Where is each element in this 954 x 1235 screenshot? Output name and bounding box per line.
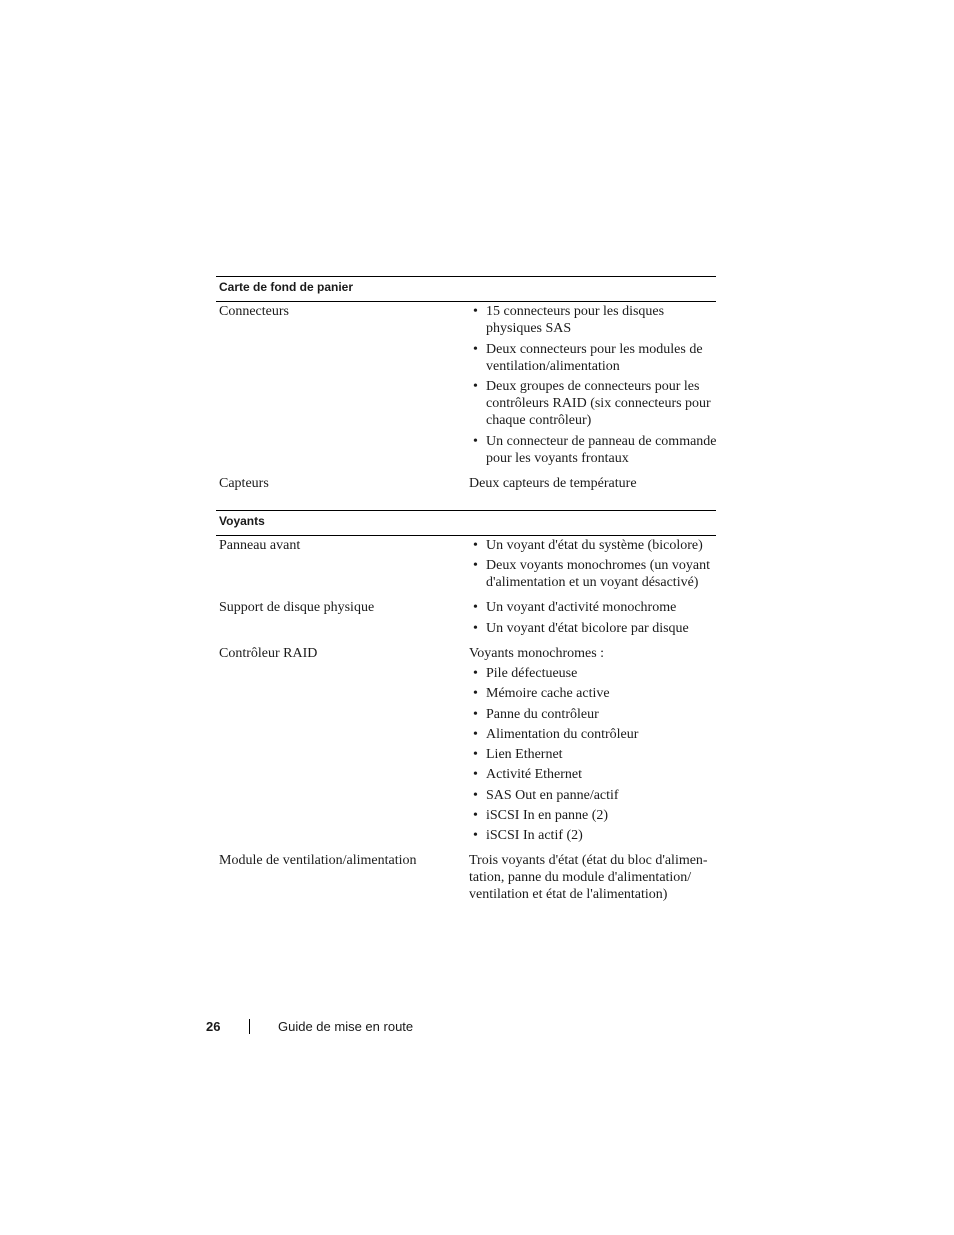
list-item	[473, 766, 721, 783]
bullet-icon: •	[473, 767, 478, 782]
list-item-text: 15 connecteurs pour les disques physiques SAS	[486, 304, 665, 336]
bullet-icon: •	[473, 707, 478, 722]
row-label-sensors: Capteurs	[219, 476, 269, 491]
list-item-text: SAS Out en panne/actif	[486, 788, 619, 803]
list-item-text: Un connecteur de panneau de commande pour les voyants frontaux	[486, 434, 717, 466]
bullet-icon: •	[473, 379, 478, 394]
bullet-icon: •	[473, 828, 478, 843]
section-header-rule	[216, 535, 716, 536]
footer-divider	[249, 1019, 250, 1034]
list-item	[473, 620, 721, 637]
list-item	[473, 726, 721, 743]
bullet-icon: •	[473, 621, 478, 636]
list-item	[473, 787, 721, 804]
bullet-icon: •	[473, 600, 478, 615]
list-item-text: Pile défectueuse	[486, 666, 578, 681]
list-item	[473, 827, 721, 844]
bullet-icon: •	[473, 342, 478, 357]
list-item	[473, 557, 721, 591]
list-item-text: Activité Ethernet	[486, 767, 583, 782]
footer-title: Guide de mise en route	[278, 1019, 414, 1034]
list-item-text: Mémoire cache active	[486, 686, 610, 701]
bullet-icon: •	[473, 304, 478, 319]
list-item	[473, 746, 721, 763]
row-label-fan-power-module: Module de ventilation/alimentation	[219, 853, 417, 868]
list-item	[473, 599, 721, 616]
row-label-connectors: Connecteurs	[219, 304, 289, 319]
list-item	[473, 665, 721, 682]
bullet-icon: •	[473, 558, 478, 573]
list-item-text: Un voyant d'activité monochrome	[486, 600, 677, 615]
row-value-fan-power-module: Trois voyants d'état (état du bloc d'alimen-tation, panne du module d'alimentation/ ventilation et état de l'alimentation)	[469, 853, 708, 902]
list-item-text: Un voyant d'état bicolore par disque	[486, 621, 689, 636]
list-item-text: Panne du contrôleur	[486, 707, 599, 722]
row-label-drive-carrier: Support de disque physique	[219, 600, 375, 615]
row-label-raid-controller: Contrôleur RAID	[219, 646, 318, 661]
list-item	[473, 807, 721, 824]
list-item-text: Alimentation du contrôleur	[486, 727, 639, 742]
bullet-icon: •	[473, 538, 478, 553]
row-value-sensors: Deux capteurs de température	[469, 476, 637, 491]
section-top-rule	[216, 510, 716, 511]
list-item-text: Deux groupes de connecteurs pour les contrôleurs RAID (six connecteurs pour chaque contrôleur)	[486, 379, 711, 428]
bullet-icon: •	[473, 788, 478, 803]
page-number: 26	[206, 1019, 221, 1034]
row-label-front-panel: Panneau avant	[219, 538, 301, 553]
list-item	[473, 378, 721, 429]
bullet-icon: •	[473, 434, 478, 449]
list-item	[473, 341, 721, 375]
list-item-text: Lien Ethernet	[486, 747, 563, 762]
list-item	[473, 303, 721, 337]
list-item	[473, 433, 721, 467]
bullet-icon: •	[473, 666, 478, 681]
list-item	[473, 685, 721, 702]
row-intro-raid-controller: Voyants monochromes :	[469, 646, 605, 661]
section-title-backplane: Carte de fond de panier	[219, 280, 354, 294]
section-top-rule	[216, 276, 716, 277]
section-title-leds: Voyants	[219, 514, 265, 528]
bullet-icon: •	[473, 747, 478, 762]
section-header-rule	[216, 301, 716, 302]
list-item-text: Deux connecteurs pour les modules de ventilation/alimentation	[486, 342, 703, 374]
list-item-text: iSCSI In actif (2)	[486, 828, 583, 843]
list-item-text: Un voyant d'état du système (bicolore)	[486, 538, 703, 553]
list-item	[473, 537, 721, 554]
bullet-icon: •	[473, 686, 478, 701]
list-item	[473, 706, 721, 723]
bullet-icon: •	[473, 808, 478, 823]
bullet-icon: •	[473, 727, 478, 742]
list-item-text: Deux voyants monochromes (un voyant d'alimentation et un voyant désactivé)	[486, 558, 710, 590]
list-item-text: iSCSI In en panne (2)	[486, 808, 609, 823]
